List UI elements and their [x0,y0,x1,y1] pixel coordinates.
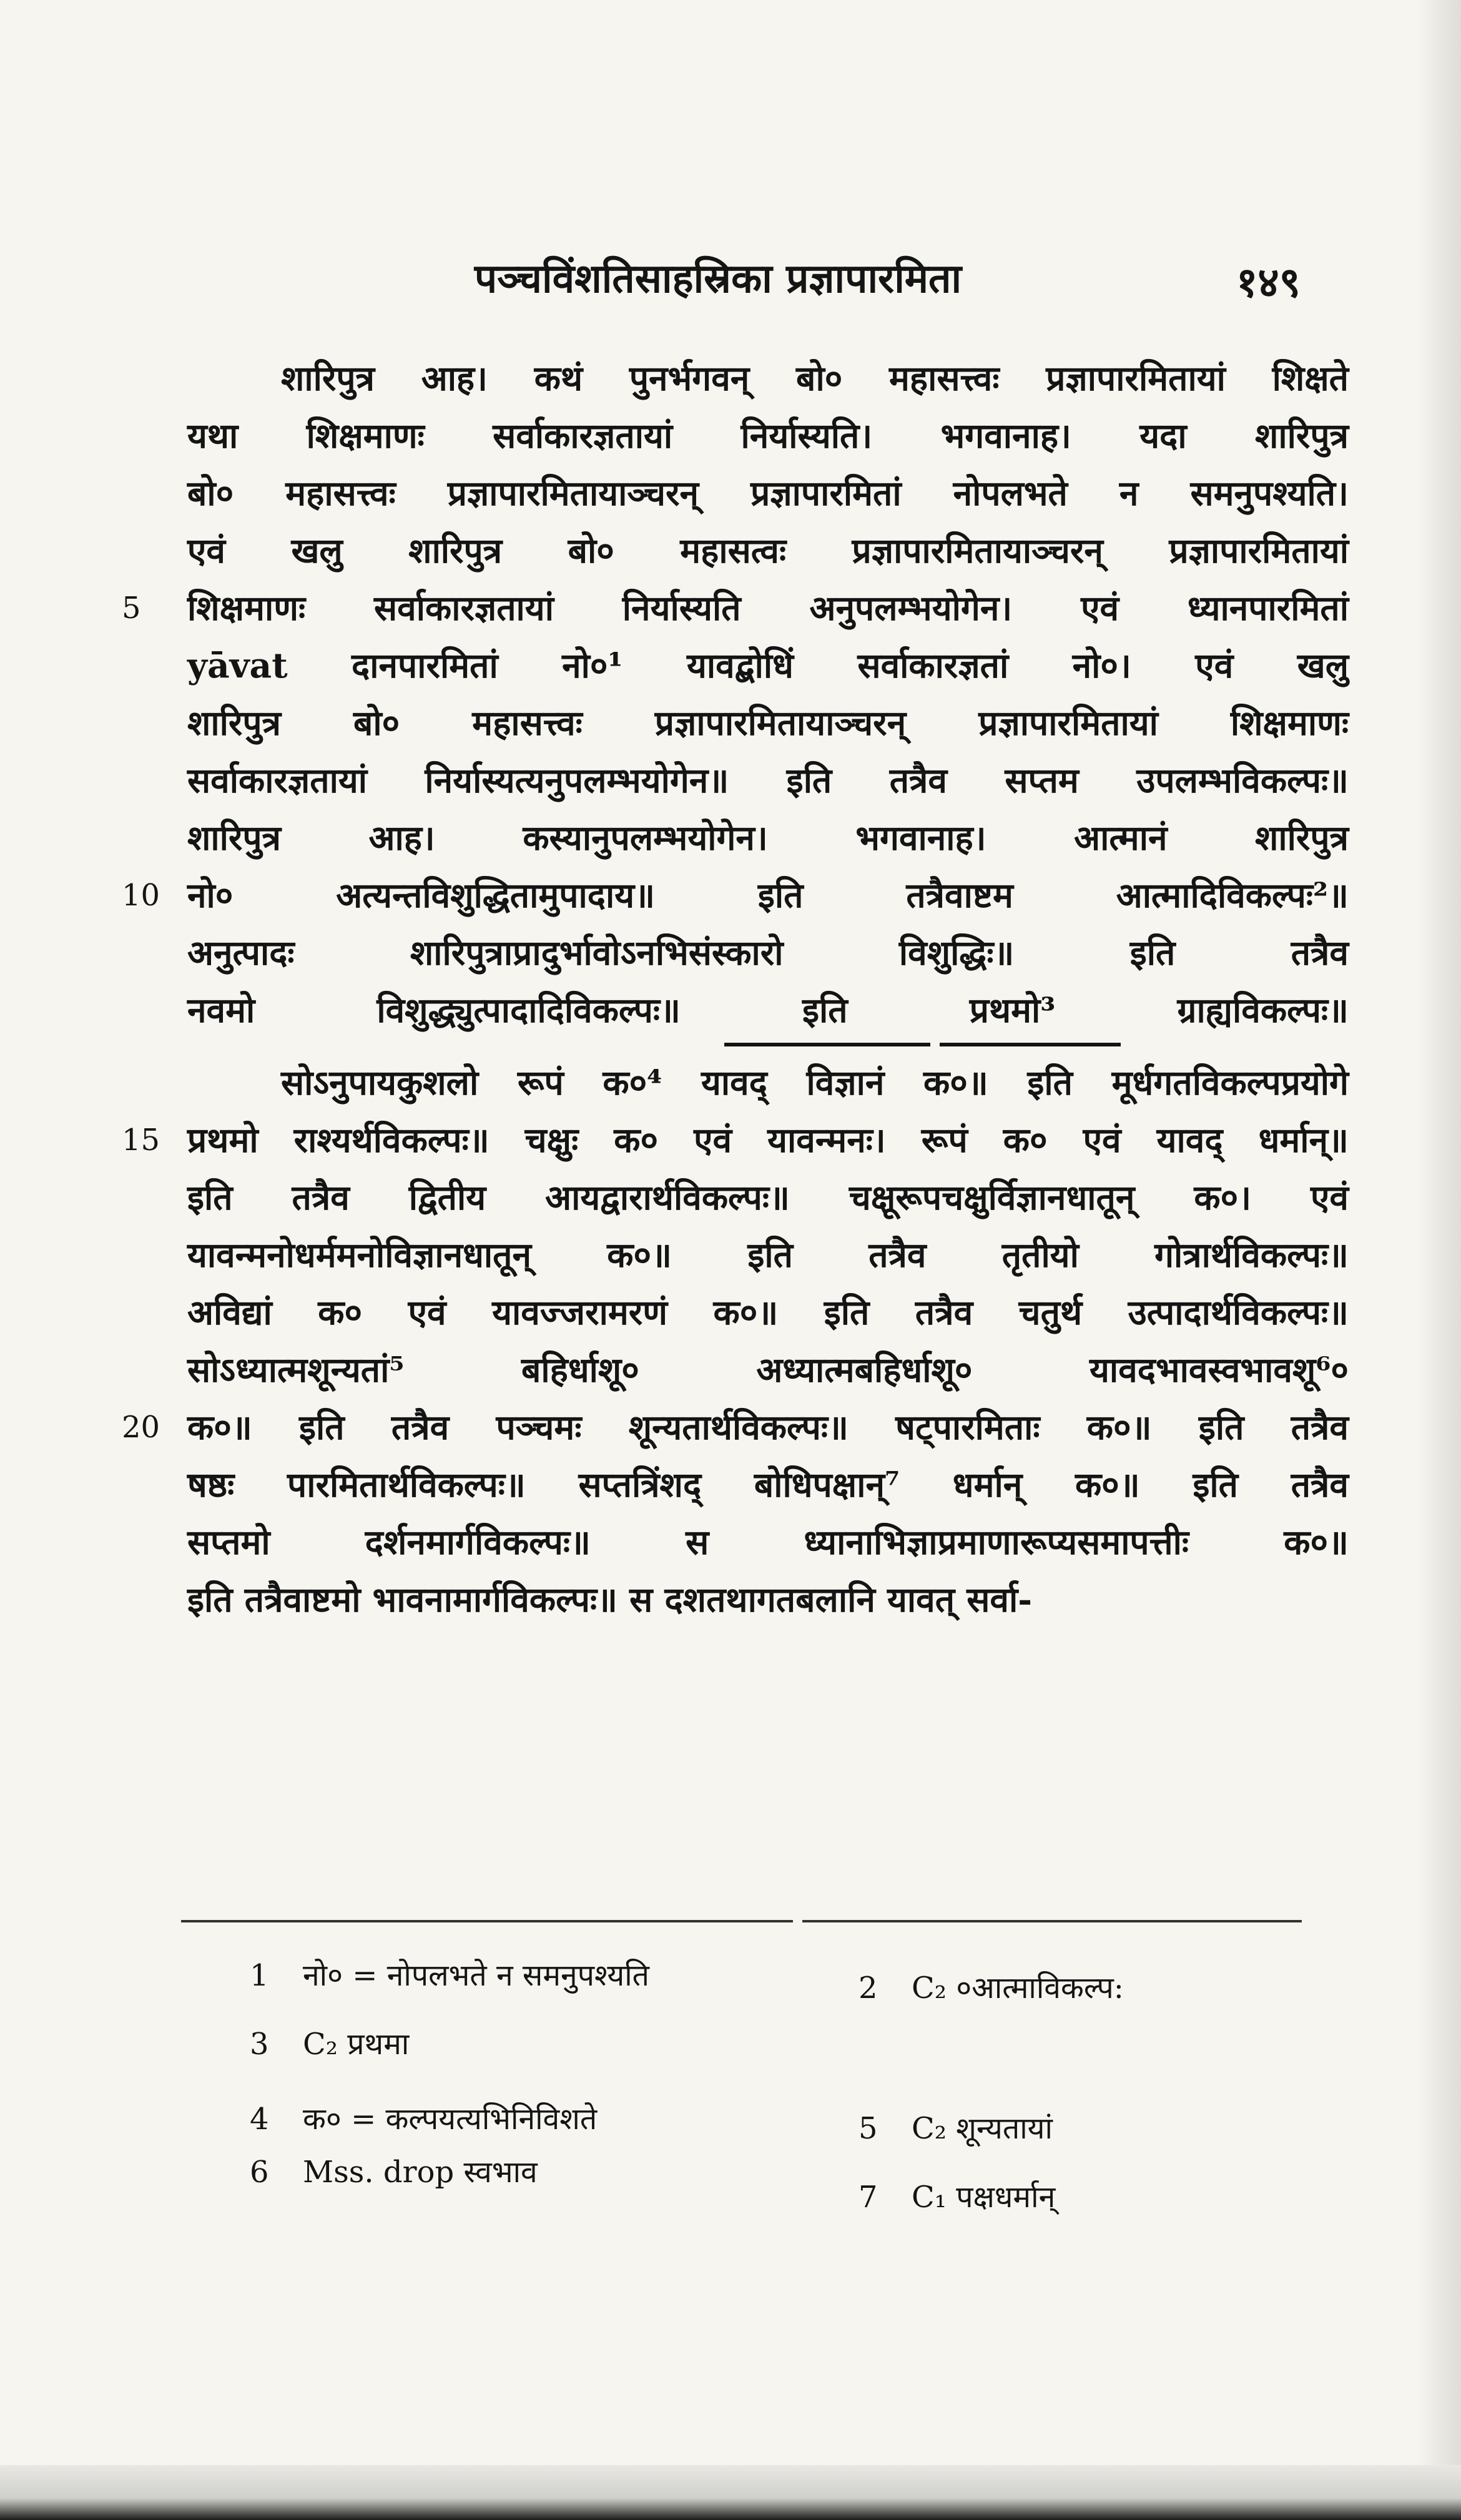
footnote: 4 क० = कल्पयत्यभिनिविशते [250,2102,598,2137]
line-number: 10 [122,878,160,913]
text-line: यावन्मनोधर्ममनोविज्ञानधातून् क०॥ इति तत्रैव तृतीयो गोत्रार्थविकल्पः॥ [187,1234,1349,1275]
text-line: अनुत्पादः शारिपुत्राप्रादुर्भावोऽनभिसंस्कारो विशुद्धिः॥ इति तत्रैव [187,932,1349,973]
main-text [122,350,1349,1628]
footnote: 2 C₂ ०आत्माविकल्प: [858,1971,1124,2006]
text-line: इति तत्रैवाष्टमो भावनामार्गविकल्पः॥ स दशतथागतबलानि यावत् सर्वा- [187,1579,1033,1620]
text-line: सोऽनुपायकुशलो रूपं क०⁴ यावद् विज्ञानं क०॥ इति मूर्धगतविकल्पप्रयोगे [281,1062,1349,1103]
text-line: यथा शिक्षमाणः सर्वाकारज्ञतायां निर्यास्यति। भगवानाह। यदा शारिपुत्र [187,415,1349,456]
text-line: बो० महासत्त्वः प्रज्ञापारमितायाञ्चरन् प्रज्ञापारमितां नोपलभते न समनुपश्यति। [187,473,1349,513]
text-line: 10 नो० अत्यन्तविशुद्धितामुपादाय॥ इति तत्रैवाष्टम आत्मादिविकल्पः²॥ [187,867,1349,924]
footnote-rule-left [181,1920,793,1922]
text-line: सोऽध्यात्मशून्यतां⁵ बहिर्धाशू० अध्यात्मबहिर्धाशू० यावदभावस्वभावशू⁶० [187,1349,1349,1390]
text-line: एवं खलु शारिपुत्र बो० महासत्वः प्रज्ञापारमितायाञ्चरन् प्रज्ञापारमितायां [187,530,1349,571]
text-line: शारिपुत्र आह। कस्यानुपलम्भयोगेन। भगवानाह। आत्मानं शारिपुत्र [187,817,1349,858]
footnotes [0,1942,1461,2254]
page-bottom-edge [0,2465,1461,2520]
footnote: 7 C₁ पक्षधर्मान् [858,2180,1056,2215]
section-divider [187,1039,1349,1054]
text-line: 20 क०॥ इति तत्रैव पञ्चमः शून्यतार्थविकल्पः॥ षट्पारमिताः क०॥ इति तत्रैव [187,1399,1349,1456]
text-line: सप्तमो दर्शनमार्गविकल्पः॥ स ध्यानाभिज्ञाप्रमाणारूप्यसमापत्तीः क०॥ [187,1522,1349,1562]
line-number: 15 [122,1123,160,1158]
page-number: १४९ [1236,258,1301,307]
footnote: 3 C₂ प्रथमा [250,2027,410,2062]
text-line: नवमो विशुद्ध्युत्पादादिविकल्पः॥ इति प्रथमो³ ग्राह्यविकल्पः॥ [187,990,1349,1030]
text-line: 15 प्रथमो राश्यर्थविकल्पः॥ चक्षुः क० एवं यावन्मनः। रूपं क० एवं यावद् धर्मान्॥ [187,1111,1349,1169]
footnote: 5 C₂ शून्यतायां [858,2111,1053,2146]
line-number: 5 [122,591,141,626]
text-line: शारिपुत्र बो० महासत्त्वः प्रज्ञापारमितायाञ्चरन् प्रज्ञापारमितायां शिक्षमाणः [187,702,1349,743]
line-number: 20 [122,1410,160,1445]
footnote: 1 नो० = नोपलभते न समनुपश्यति [250,1958,649,1993]
text-line: शारिपुत्र आह। कथं पुनर्भगवन् बो० महासत्त्वः प्रज्ञापारमितायां शिक्षते [281,358,1349,398]
footnote-rule-right [802,1920,1302,1922]
text-line: yāvat दानपारमितां नो०¹ यावद्बोधिं सर्वाकारज्ञतां नो०। एवं खलु [187,645,1349,686]
text-line: 5 शिक्षमाणः सर्वाकारज्ञतायां निर्यास्यति अनुपलम्भयोगेन। एवं ध्यानपारमितां [187,579,1349,637]
text-line: सर्वाकारज्ञतायां निर्यास्यत्यनुपलम्भयोगेन॥ इति तत्रैव सप्तम उपलम्भविकल्पः॥ [187,760,1349,800]
page-title: पञ्चविंशतिसाहस्रिका प्रज्ञापारमिता [474,255,962,302]
text-line: षष्ठः पारमितार्थविकल्पः॥ सप्तत्रिंशद् बोधिपक्षान्⁷ धर्मान् क०॥ इति तत्रैव [187,1464,1349,1505]
text-line: इति तत्रैव द्वितीय आयद्वारार्थविकल्पः॥ चक्षूरूपचक्षुर्विज्ञानधातून् क०। एवं [187,1177,1349,1218]
text-line: अविद्यां क० एवं यावज्जरामरणं क०॥ इति तत्रैव चतुर्थ उत्पादार्थविकल्पः॥ [187,1292,1349,1332]
footnote: 6 Mss. drop स्वभाव [250,2155,538,2190]
